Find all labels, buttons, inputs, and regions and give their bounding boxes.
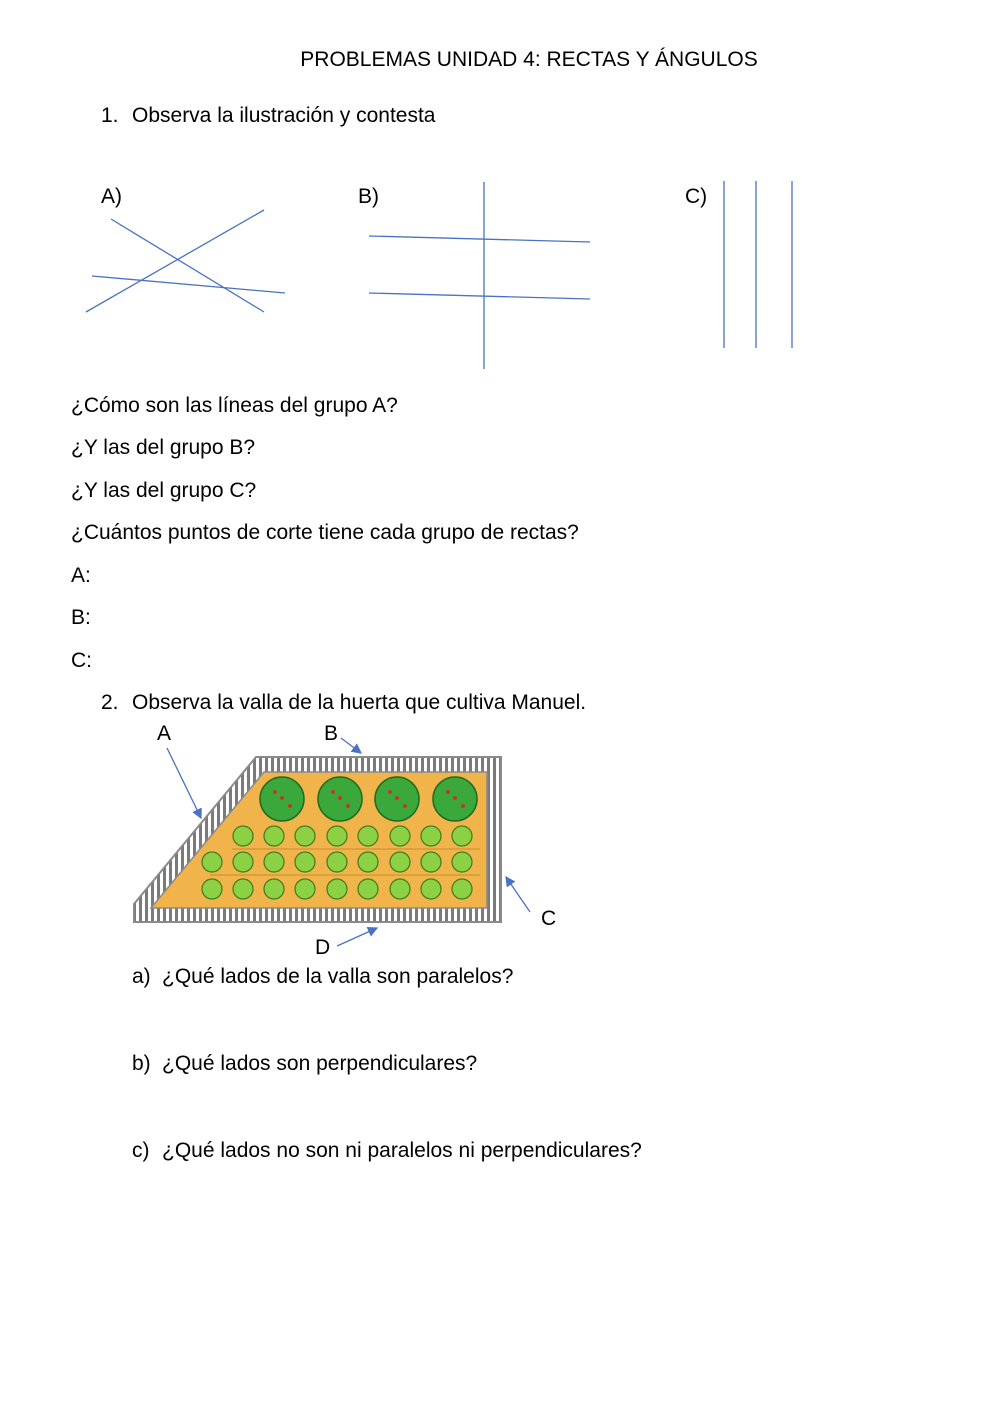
question-1-line-2: ¿Y las del grupo B? (71, 436, 256, 459)
sub-question-b-text: ¿Qué lados son perpendiculares? (162, 1052, 478, 1075)
sub-question-a-text: ¿Qué lados de la valla son paralelos? (162, 965, 514, 988)
question-2-number: 2. (101, 691, 119, 714)
group-c-label: C) (685, 185, 708, 208)
question-1-line-1: ¿Cómo son las líneas del grupo A? (71, 394, 398, 417)
side-label-c: C (541, 907, 557, 930)
garden-fence-illustration (134, 757, 501, 922)
group-b-lines (369, 182, 590, 369)
question-2-text: Observa la valla de la huerta que cultiva Manuel. (132, 691, 587, 714)
question-1-line-3: ¿Y las del grupo C? (71, 479, 257, 502)
question-1-line-4: ¿Cuántos puntos de corte tiene cada grupo de rectas? (71, 521, 579, 544)
sub-question-a-letter: a) (132, 965, 151, 988)
question-1-text: Observa la ilustración y contesta (132, 104, 436, 127)
page-title: PROBLEMAS UNIDAD 4: RECTAS Y ÁNGULOS (300, 48, 758, 71)
group-b-label: B) (358, 185, 379, 208)
answer-a-label: A: (71, 564, 91, 587)
side-label-a: A (157, 722, 172, 745)
lettuces (202, 826, 472, 899)
answer-c-label: C: (71, 649, 92, 672)
side-label-b: B (324, 722, 339, 745)
sub-question-c-text: ¿Qué lados no son ni paralelos ni perpendiculares? (162, 1139, 642, 1162)
group-c-lines (724, 181, 792, 348)
sub-question-b-letter: b) (132, 1052, 151, 1075)
group-a-lines (86, 210, 285, 312)
side-label-d: D (315, 936, 331, 959)
question-1-number: 1. (101, 104, 119, 127)
answer-b-label: B: (71, 606, 91, 629)
sub-question-c-letter: c) (132, 1139, 150, 1162)
group-a-label: A) (101, 185, 122, 208)
